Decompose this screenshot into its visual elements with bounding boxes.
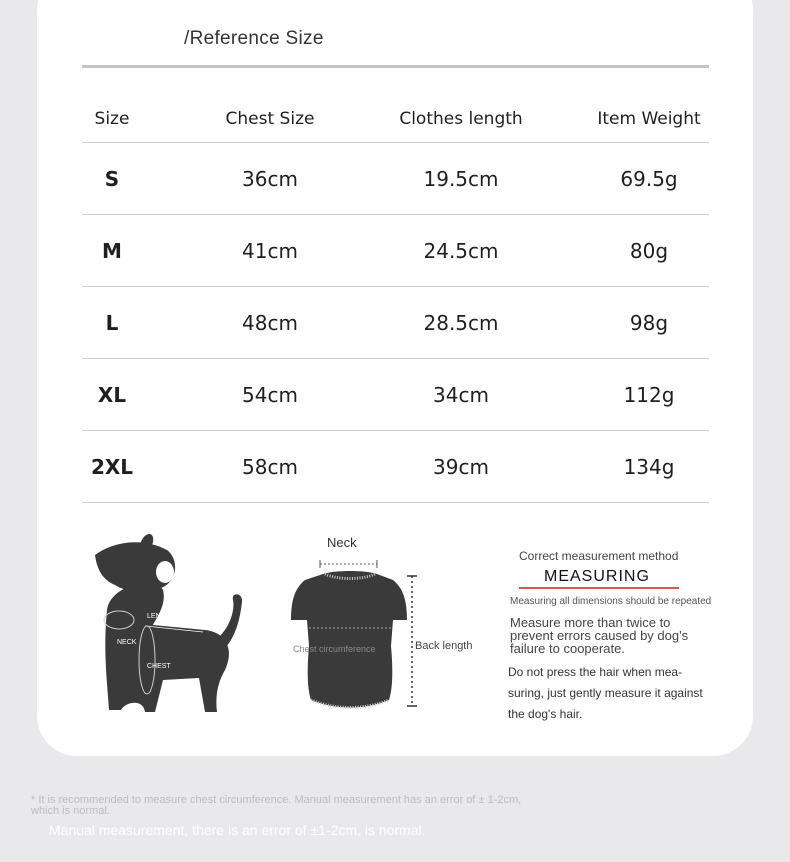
table-row xyxy=(82,359,709,431)
twice-note: Measure more than twice to prevent errors caused by dog's failure to cooperate. xyxy=(510,615,689,656)
chest-cell: 58cm xyxy=(242,454,298,479)
shirt-neck-label: Neck xyxy=(327,535,357,550)
dog-length-label: LENGTH xyxy=(147,613,176,620)
measuring-underline xyxy=(519,587,679,589)
shirt-chest-circumference-label: Chest circumference xyxy=(293,644,376,654)
size-cell: M xyxy=(102,238,122,263)
dog-neck-label: NECK xyxy=(117,639,137,646)
method-heading: Correct measurement method xyxy=(519,549,679,563)
chest-cell: 54cm xyxy=(242,382,298,407)
page-title: /Reference Size xyxy=(184,28,324,49)
weight-cell: 112g xyxy=(623,382,675,407)
length-cell: 24.5cm xyxy=(423,238,499,263)
weight-cell: 98g xyxy=(629,310,669,335)
table-row xyxy=(82,143,709,215)
chest-cell: 36cm xyxy=(242,166,298,191)
title-divider xyxy=(82,65,709,68)
table-header xyxy=(82,95,709,143)
table-row xyxy=(82,287,709,359)
length-cell: 34cm xyxy=(433,382,489,407)
weight-cell: 80g xyxy=(629,238,669,263)
length-cell: 19.5cm xyxy=(423,166,499,191)
length-cell: 39cm xyxy=(433,454,489,479)
size-cell: XL xyxy=(97,382,127,407)
dog-measure-illustration xyxy=(85,530,255,720)
footer-manual-error: Manual measurement, there is an error of ±1-2cm, is normal. xyxy=(49,822,426,838)
dog-chest-label: CHEST xyxy=(147,663,171,670)
header-item-weight: Item Weight xyxy=(597,108,701,129)
shirt-back-length-label: Back length xyxy=(415,640,473,652)
weight-cell: 69.5g xyxy=(620,166,678,191)
header-clothes-length: Clothes length xyxy=(399,108,523,129)
header-size: Size xyxy=(94,108,130,129)
hair-note: Do not press the hair when mea-suring, just gently measure it against the dog's hair. xyxy=(508,665,703,721)
repeat-note: Measuring all dimensions should be repeated xyxy=(510,596,712,607)
shirt-measure-illustration xyxy=(285,548,425,718)
measuring-title: MEASURING xyxy=(544,568,650,585)
size-cell: L xyxy=(105,310,119,335)
size-cell: 2XL xyxy=(90,454,134,479)
chest-cell: 48cm xyxy=(242,310,298,335)
chest-cell: 41cm xyxy=(242,238,298,263)
table-row xyxy=(82,431,709,503)
header-chest-size: Chest Size xyxy=(225,108,315,129)
length-cell: 28.5cm xyxy=(423,310,499,335)
size-table xyxy=(82,95,709,503)
size-cell: S xyxy=(104,166,120,191)
table-row xyxy=(82,215,709,287)
weight-cell: 134g xyxy=(623,454,675,479)
footer-recommendation: * It is recommended to measure chest circumference. Manual measurement has an error of ± 1-2cm, which is normal. xyxy=(31,794,522,817)
